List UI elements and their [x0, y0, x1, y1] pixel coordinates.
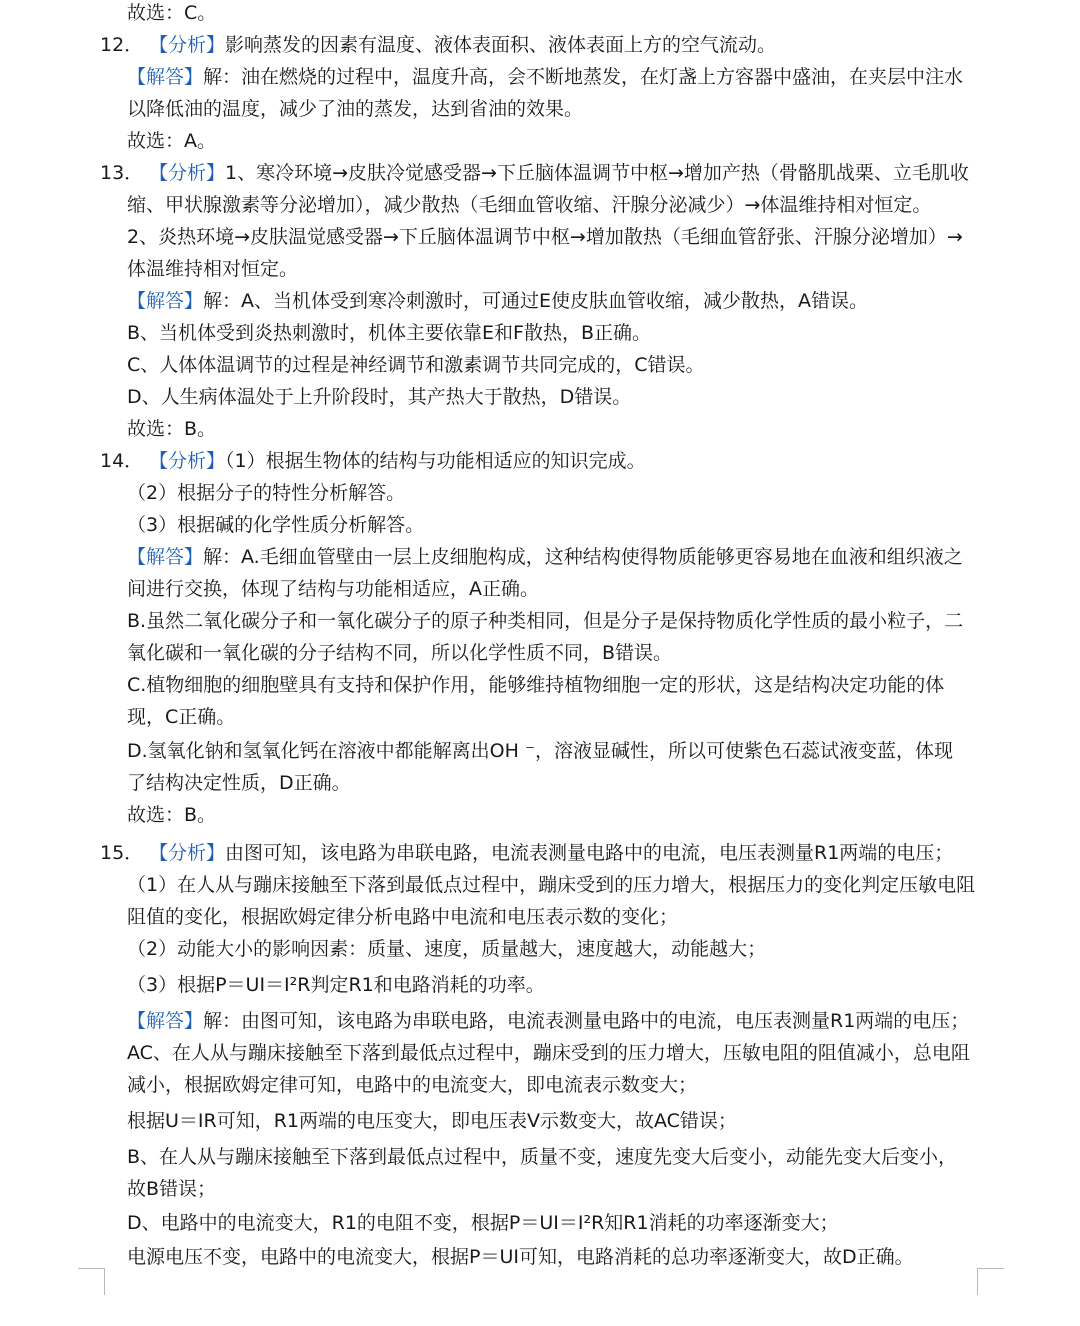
text-line — [127, 573, 987, 605]
text-line — [127, 93, 987, 125]
line-text: 现，C正确。 — [127, 706, 236, 728]
line-text: 故选：A。 — [127, 130, 216, 152]
text-line — [100, 29, 987, 61]
line-text: （2）动能大小的影响因素：质量、速度，质量越大，速度越大，动能越大； — [127, 938, 767, 960]
line-text: B、当机体受到炎热刺激时，机体主要依靠E和F散热，B正确。 — [127, 322, 652, 344]
analysis-tag: 【分析】 — [149, 162, 226, 184]
line-text: D.氢氧化钠和氢氧化钙在溶液中都能解离出OH ⁻，溶液显碱性，所以可使紫色石蕊试液变蓝，体现 — [127, 740, 953, 762]
text-line — [127, 509, 987, 541]
text-line — [127, 221, 987, 253]
text-line — [100, 837, 987, 869]
line-text: C、人体体温调节的过程是神经调节和激素调节共同完成的，C错误。 — [127, 354, 705, 376]
line-text: （2）根据分子的特性分析解答。 — [127, 482, 406, 504]
line-text: 故选：C。 — [127, 2, 217, 24]
text-line — [127, 1241, 987, 1273]
line-text: 氧化碳和一氧化碳的分子结构不同，所以化学性质不同，B错误。 — [127, 642, 673, 664]
line-text: 1、寒冷环境→皮肤冷觉感受器→下丘脑体温调节中枢→增加产热（骨骼肌战栗、立毛肌收 — [225, 162, 969, 184]
line-text: 根据U＝IR可知，R1两端的电压变大，即电压表V示数变大，故AC错误； — [127, 1110, 737, 1132]
line-text: （3）根据P＝UI＝I²R判定R1和电路消耗的功率。 — [127, 974, 545, 996]
text-line — [127, 61, 987, 93]
line-text: 解：A.毛细血管壁由一层上皮细胞构成，这种结构使得物质能够更容易地在血液和组织液之 — [203, 546, 963, 568]
solution-tag: 【解答】 — [127, 290, 204, 312]
analysis-tag: 【分析】 — [149, 34, 226, 56]
line-text: D、人生病体温处于上升阶段时，其产热大于散热，D错误。 — [127, 386, 632, 408]
text-line — [127, 901, 987, 933]
analysis-tag: 【分析】 — [149, 842, 226, 864]
question-number: 15． — [100, 842, 144, 864]
text-line — [127, 125, 987, 157]
text-line — [127, 933, 987, 965]
text-line — [127, 637, 987, 669]
text-line — [127, 285, 987, 317]
line-text: （3）根据碱的化学性质分析解答。 — [127, 514, 425, 536]
text-line — [127, 735, 987, 767]
text-line — [127, 189, 987, 221]
text-line — [127, 767, 987, 799]
text-line — [127, 1173, 987, 1205]
text-line — [127, 1037, 987, 1069]
line-text: C.植物细胞的细胞壁具有支持和保护作用，能够维持植物细胞一定的形状，这是结构决定功能的体 — [127, 674, 945, 696]
text-line — [127, 413, 987, 445]
page-corner-mark-right — [977, 1268, 1004, 1295]
line-text: （1）在人从与蹦床接触至下落到最低点过程中，蹦床受到的压力增大，根据压力的变化判定压敏电阻 — [127, 874, 976, 896]
text-line — [100, 445, 987, 477]
text-line — [127, 605, 987, 637]
line-text: 以降低油的温度，减少了油的蒸发，达到省油的效果。 — [127, 98, 584, 120]
question-number: 13． — [100, 162, 144, 184]
text-line — [127, 701, 987, 733]
solution-tag: 【解答】 — [127, 66, 204, 88]
text-line — [127, 799, 987, 831]
text-line — [127, 541, 987, 573]
solution-tag: 【解答】 — [127, 1010, 204, 1032]
text-line — [127, 349, 987, 381]
line-text: 2、炎热环境→皮肤温觉感受器→下丘脑体温调节中枢→增加散热（毛细血管舒张、汗腺分泌增加）→ — [127, 226, 963, 248]
line-text: 故选：B。 — [127, 418, 217, 440]
line-text: B.虽然二氧化碳分子和一氧化碳分子的原子种类相同，但是分子是保持物质化学性质的最小粒子，二 — [127, 610, 964, 632]
line-text: 影响蒸发的因素有温度、液体表面积、液体表面上方的空气流动。 — [225, 34, 777, 56]
line-text: 解：A、当机体受到寒冷刺激时，可通过E使皮肤血管收缩，减少散热，A错误。 — [203, 290, 869, 312]
question-number: 12． — [100, 34, 144, 56]
line-text: 体温维持相对恒定。 — [127, 258, 299, 280]
text-line — [127, 869, 987, 901]
line-text: B、在人从与蹦床接触至下落到最低点过程中，质量不变，速度先变大后变小，动能先变大后变小， — [127, 1146, 958, 1168]
text-line — [127, 1141, 987, 1173]
line-text: 了结构决定性质，D正确。 — [127, 772, 351, 794]
text-line — [127, 381, 987, 413]
line-text: 解：油在燃烧的过程中，温度升高，会不断地蒸发，在灯盏上方容器中盛油，在夹层中注水 — [203, 66, 964, 88]
text-line — [127, 669, 987, 701]
line-text: 减小，根据欧姆定律可知，电路中的电流变大，即电流表示数变大； — [127, 1074, 698, 1096]
text-line — [127, 1105, 987, 1137]
line-text: AC、在人从与蹦床接触至下落到最低点过程中，蹦床受到的压力增大，压敏电阻的阻值减小，总电阻 — [127, 1042, 970, 1064]
line-text: 电源电压不变，电路中的电流变大，根据P＝UI可知，电路消耗的总功率逐渐变大，故D正确。 — [127, 1246, 914, 1268]
question-number: 14． — [100, 450, 144, 472]
page-corner-mark-left — [78, 1268, 105, 1295]
line-text: 由图可知，该电路为串联电路，电流表测量电路中的电流，电压表测量R1两端的电压； — [225, 842, 954, 864]
line-text: 缩、甲状腺激素等分泌增加），减少散热（毛细血管收缩、汗腺分泌减少）→体温维持相对恒定。 — [127, 194, 932, 216]
solution-tag: 【解答】 — [127, 546, 204, 568]
line-text: （1）根据生物体的结构与功能相适应的知识完成。 — [225, 450, 646, 472]
line-text: 解：由图可知，该电路为串联电路，电流表测量电路中的电流，电压表测量R1两端的电压； — [203, 1010, 970, 1032]
line-text: 阻值的变化，根据欧姆定律分析电路中电流和电压表示数的变化； — [127, 906, 679, 928]
text-line — [127, 1207, 987, 1239]
text-line — [127, 1069, 987, 1101]
line-text: 故选：B。 — [127, 804, 217, 826]
text-line — [127, 317, 987, 349]
line-text: D、电路中的电流变大，R1的电阻不变，根据P＝UI＝I²R知R1消耗的功率逐渐变大； — [127, 1212, 839, 1234]
text-line — [127, 1005, 987, 1037]
analysis-tag: 【分析】 — [149, 450, 226, 472]
line-text: 故B错误； — [127, 1178, 217, 1200]
line-text: 间进行交换，体现了结构与功能相适应，A正确。 — [127, 578, 539, 600]
text-line — [100, 157, 987, 189]
text-line — [127, 253, 987, 285]
text-line — [127, 969, 987, 1001]
text-line — [127, 477, 987, 509]
text-line — [127, 0, 987, 29]
